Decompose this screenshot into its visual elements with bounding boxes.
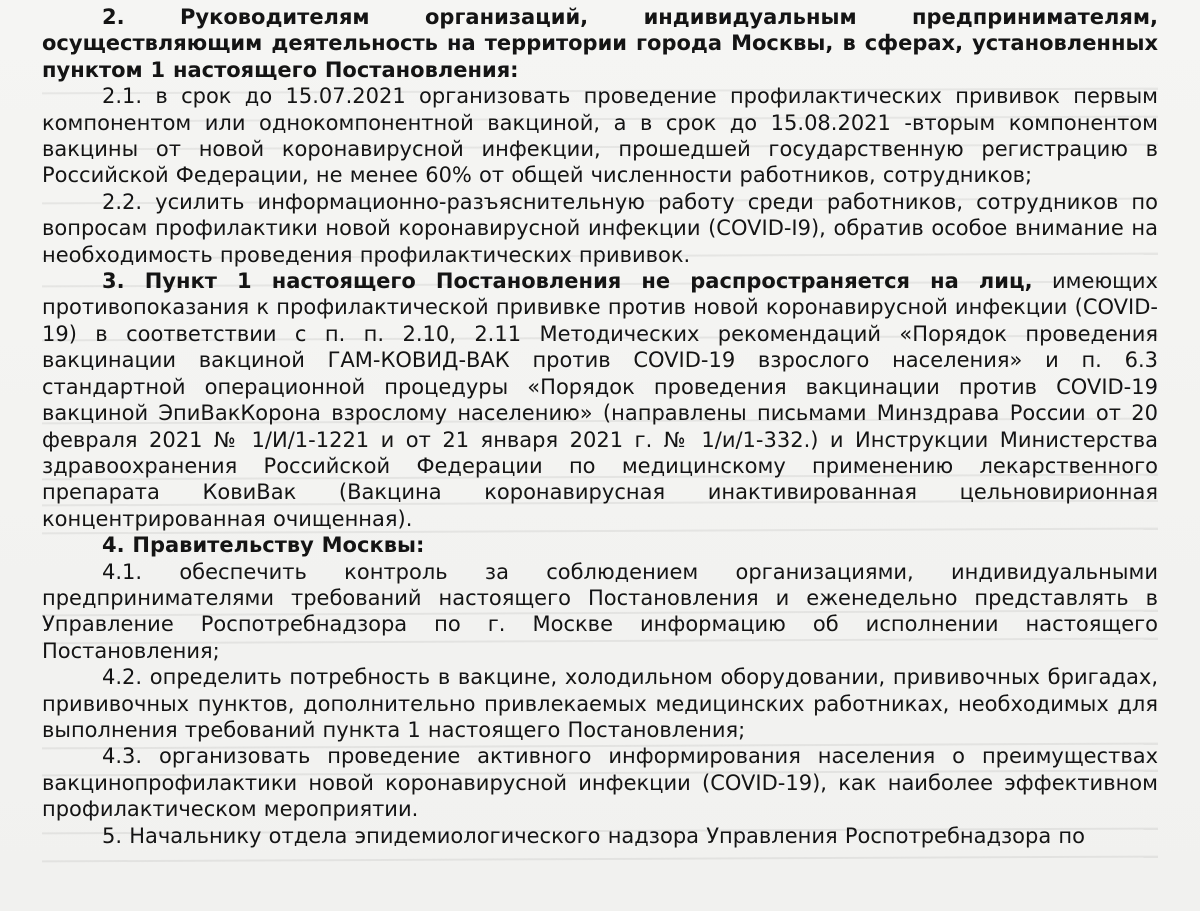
section-3-text: имеющих противопоказания к профилактической прививке против новой коронавирусной инфекции (COVID-19) в соответствии с п. п. 2.10, 2.11 Методических рекомендаций «Порядок проведения вакцинации вакциной ГАМ-КОВИД-ВАК против COVID-19 взрослого населения» и п. 6.3 стандартной операционной процедуры «Порядок проведения вакцинации против COVID-19 вакциной ЭпиВакКорона взрослому населению» (направлены письмами Минздрава России от 20 февраля 2021 № 1/И/1-1221 и от 21 января 2021 г. № 1/и/1-332.) и Инструкции Министерства здравоохранения Российской Федерации по медицинскому применению лекарственного препарата КовиВак (Вакцина коронавирусная инактивированная цельновирионная концентрированная очищенная). xyxy=(42,269,1158,531)
clause-4-3: 4.3. организовать проведение активного информирования населения о преимуществах вакцинопрофилактики новой коронавирусной инфекции (COVID-19), как наиболее эффективном профилактическом мероприятии. xyxy=(42,744,1158,822)
clause-4-2: 4.2. определить потребность в вакцине, холодильном оборудовании, прививочных бригадах, прививочных пунктов, дополнительно привлекаемых медицинских работниках, необходимых для выполнения требований пункта 1 настоящего Постановления; xyxy=(42,665,1158,742)
section-3-bold-lead: 3. Пункт 1 настоящего Постановления не распространяется на лиц, xyxy=(102,269,1033,294)
clause-2-2: 2.2. усилить информационно-разъяснительную работу среди работников, сотрудников по вопросам профилактики новой коронавирусной инфекции (COVID-I9), обратив особое внимание на необходимость проведения профилактических прививок. xyxy=(42,189,1158,267)
clause-4-1: 4.1. обеспечить контроль за соблюдением организациями, индивидуальными предпринимателями требований настоящего Постановления и еженедельно представлять в Управление Роспотребнадзора по г. Москве информацию об исполнении настоящего Постановления; xyxy=(42,559,1158,663)
clause-2-1: 2.1. в срок до 15.07.2021 организовать проведение профилактических прививок первым компонентом или однокомпонентной вакциной, а в срок до 15.08.2021 -вторым компонентом вакцины от новой коронавирусной инфекции, прошедшей государственную регистрацию в Российской Федерации, не менее 60% от общей численности работников, сотрудников; xyxy=(42,84,1158,188)
section-3-paragraph xyxy=(42,268,1158,532)
section-2-heading: 2. Руководителям организаций, индивидуальным предпринимателям, осуществляющим деятельность на территории города Москвы, в сферах, установленных пунктом 1 настоящего Постановления: xyxy=(42,5,1158,82)
section-4-heading: 4. Правительству Москвы: xyxy=(102,533,425,558)
section-5-start: 5. Начальнику отдела эпидемиологического надзора Управления Роспотребнадзора по xyxy=(102,823,1085,848)
document-body xyxy=(42,4,1158,849)
